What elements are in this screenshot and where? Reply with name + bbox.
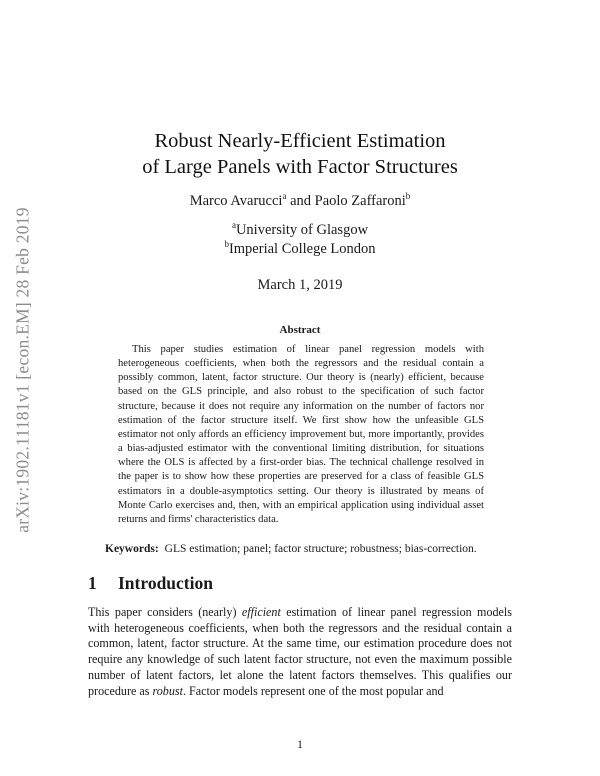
- affiliation-2-mark: b: [224, 239, 229, 250]
- author-2: Paolo Zaffaroni: [314, 193, 406, 209]
- section-title: Introduction: [118, 573, 213, 593]
- section-heading: [88, 573, 213, 594]
- section-number: 1: [88, 573, 97, 593]
- author-1-affiliation-mark: a: [282, 191, 287, 202]
- affiliation-2-name: Imperial College London: [228, 241, 376, 257]
- affiliation-2: [0, 240, 600, 259]
- intro-text-1: This paper considers (nearly): [88, 605, 242, 619]
- title-line-1: Robust Nearly-Efficient Estimation: [154, 130, 446, 152]
- abstract-heading: Abstract: [279, 324, 321, 336]
- title-line-2: of Large Panels with Factor Structures: [142, 156, 458, 178]
- page-number: 1: [297, 737, 303, 751]
- arxiv-identifier: arXiv:1902.11181v1 [econ.EM] 28 Feb 2019: [12, 207, 33, 533]
- intro-text-2: estimation of linear panel regression models with heterogeneous coefficients, when both the regressors and the residual contain a common, latent, factor structure. At the same time, our estimation procedure does not require any knowledge of such latent factor structure, not even the maximum possible number of latent factors, let alone the latent factors themselves. This qualifies our procedure as: [88, 605, 512, 698]
- paper-date: March 1, 2019: [257, 277, 343, 293]
- authors: [0, 193, 600, 210]
- introduction-paragraph: [88, 605, 512, 699]
- intro-text-3: . Factor models represent one of the most popular and: [182, 683, 444, 698]
- abstract-text: This paper studies estimation of linear panel regression models with heterogeneous coefficients, when both the regressors and the residual contain a possibly common, latent, factor structure. Our theory is (nearly) efficient, because based on the GLS principle, and also robust to the specification of such factor structure, because it does not require any information on the number of factors nor estimation of the factor structure itself. We first show how the unfeasible GLS estimator not only affords an efficiency improvement but, more importantly, provides a bias-adjusted estimator with the conventional limiting distribution, for situations where the OLS is affected by a first-order bias. The technical challenge resolved in the paper is to show how these properties are preserved for a class of feasible GLS estimators in a double-asymptotics setting. Our theory is illustrated by means of Monte Carlo exercises and, then, with an empirical application using individual asset returns and firms' characteristics data.: [118, 344, 484, 525]
- keywords-line: [105, 543, 477, 555]
- affiliation-1-name: University of Glasgow: [235, 222, 369, 238]
- keywords-label: Keywords:: [105, 543, 159, 555]
- affiliation-1: [0, 221, 600, 240]
- author-separator: and: [286, 193, 315, 209]
- affiliations: [0, 221, 600, 259]
- keywords-list: GLS estimation; panel; factor structure; robustness; bias-correction.: [164, 543, 477, 555]
- affiliation-1-mark: a: [231, 220, 236, 231]
- intro-emphasis-robust: robust: [152, 683, 183, 698]
- paper-title: [0, 128, 600, 180]
- intro-emphasis-efficient: efficient: [241, 605, 281, 619]
- author-2-affiliation-mark: b: [405, 191, 411, 202]
- author-1: Marco Avarucci: [189, 193, 283, 209]
